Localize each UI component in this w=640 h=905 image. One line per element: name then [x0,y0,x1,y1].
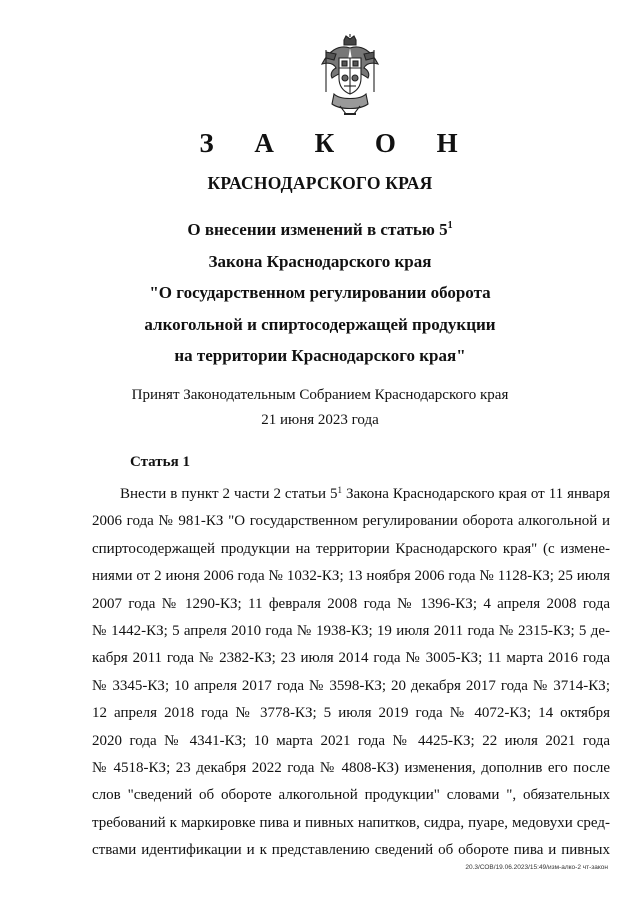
krasnodar-coat-of-arms-icon [318,34,382,116]
adoption-note [0,383,640,433]
document-footer-code: 20.3/СОВ/19.06.2023/15:49/изм-алко-2 чт-закон [465,864,608,871]
article-line: ствами идентификации и к представлению сведений об обороте пива и пивных [92,842,610,859]
article-line: 12 апреля 2018 года № 3778-КЗ; 5 июля 2019 года № 4072-КЗ; 14 октября [92,705,610,722]
article-body [92,481,610,865]
issuing-region: КРАСНОДАРСКОГО КРАЯ [207,173,433,193]
article-line: ниями от 2 июня 2006 года № 1032-КЗ; 13 ноября 2006 года № 1128-КЗ; 25 июля [92,568,610,585]
subject-line-3: "О государственном регулировании оборота [149,283,491,302]
article-line: 2020 года № 4341-КЗ; 10 марта 2021 года № 4425-КЗ; 22 июля 2021 года [92,732,610,749]
law-subject [0,214,640,372]
subject-line-2: Закона Краснодарского края [208,251,432,271]
article-line: 2007 года № 1290-КЗ; 11 февраля 2008 года № 1396-КЗ; 4 апреля 2008 года [92,595,610,612]
subject-line-5: на территории Краснодарского края" [174,346,466,365]
article-line: № 4518-КЗ; 23 декабря 2022 года № 4808-КЗ) изменения, дополнив его после [92,760,610,777]
document-type-title: З А К О Н [199,128,475,158]
subject-line-4: алкогольной и спиртосодержащей продукции [144,314,496,334]
article-line: Внести в пункт 2 части 2 статьи $5^1$ Закона Краснодарского края от 11 января [120,485,610,502]
article-line: кабря 2011 года № 2382-КЗ; 23 июля 2014 года № 3005-КЗ; 11 марта 2016 года [92,650,610,667]
article-line: требований к маркировке пива и пивных напитков, сидра, пуаре, медовухи сред- [92,814,610,831]
article-line: № 1442-КЗ; 5 апреля 2010 года № 1938-КЗ; 19 июля 2011 года № 2315-КЗ; 5 де- [92,623,610,640]
article-line: 2006 года № 981-КЗ "О государственном регулировании оборота алкогольной и [92,513,610,530]
adoption-date: 21 июня 2023 года [261,412,379,428]
subject-line-1: О внесении изменений в статью $5^1$ [187,220,453,239]
article-line: спиртосодержащей продукции на территории Краснодарского края" (с измене- [92,540,610,557]
article-line: № 3345-КЗ; 10 апреля 2017 года № 3598-КЗ; 20 декабря 2017 года № 3714-КЗ; [92,677,610,694]
adoption-body: Принят Законодательным Собранием Краснодарского края [131,387,509,403]
article-heading: Статья 1 [130,454,190,470]
article-line: слов "сведений об обороте алкогольной продукции" словами ", обязательных [92,787,610,804]
